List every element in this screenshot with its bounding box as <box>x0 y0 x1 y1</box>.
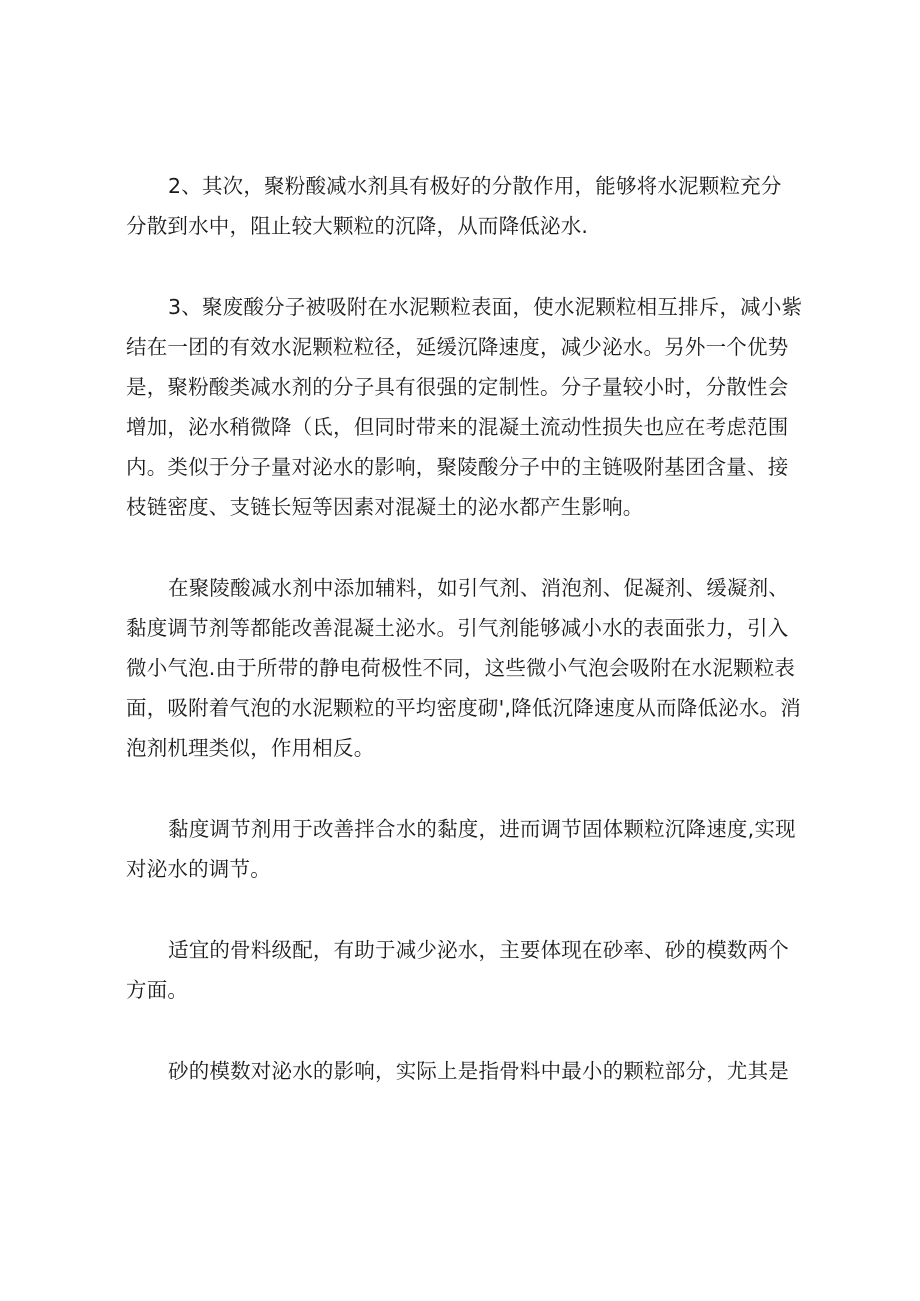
text-line: 方面。 <box>126 978 189 1002</box>
document-body <box>126 166 803 1091</box>
text-line: 泡剂机理类似，作用相反。 <box>126 736 375 760</box>
text-line: 分散到水中，阻止较大颗粒的沉降，从而降低泌水. <box>126 214 589 238</box>
text-line: 砂的模数对泌水的影响，实际上是指骨料中最小的颗粒部分，尤其是 <box>168 1059 789 1083</box>
text-line: 内。类似于分子量对泌水的影响，聚陵酸分子中的主链吸附基团含量、接 <box>126 455 789 479</box>
paragraph-additives <box>126 568 801 768</box>
text-line: 枝链密度、支链长短等因素对混凝土的泌水都产生影响。 <box>126 495 644 519</box>
text-line: 微小气泡.由于所带的静电荷极性不同，这些微小气泡会吸附在水泥颗粒表 <box>126 656 796 680</box>
text-line: 黏度调节剂用于改善拌合水的黏度，进而调节固体颗粒沉降速度,实现 <box>168 817 796 841</box>
text-line: 对泌水的调节。 <box>126 857 271 881</box>
paragraph-3 <box>126 287 803 527</box>
text-line: 3、聚废酸分子被吸附在水泥颗粒表面，使水泥颗粒相互排斥，减小紫 <box>168 295 803 319</box>
text-line: 适宜的骨料级配，有助于减少泌水，主要体现在砂率、砂的模数两个 <box>168 938 789 962</box>
paragraph-2 <box>126 166 786 246</box>
text-line: 黏度调节剂等都能改善混凝土泌水。引气剂能够减小水的表面张力，引入 <box>126 616 789 640</box>
text-line: 结在一团的有效水泥颗粒粒径，延缓沉降速度，减少泌水。另外一个优势 <box>126 335 789 359</box>
text-line: 是，聚粉酸类减水剂的分子具有很强的定制性。分子量较小时，分散性会 <box>126 375 789 399</box>
paragraph-aggregate <box>126 930 789 1010</box>
text-line: 2、其次，聚粉酸减水剂具有极好的分散作用，能够将水泥颗粒充分 <box>168 174 782 198</box>
paragraph-sand-modulus <box>126 1051 789 1091</box>
paragraph-viscosity <box>126 809 796 889</box>
text-line: 增加，泌水稍微降（氐，但同时带来的混凝土流动性损失也应在考虑范围 <box>126 415 789 439</box>
text-line: 在聚陵酸减水剂中添加辅料，如引气剂、消泡剂、促凝剂、缓凝剂、 <box>168 576 789 600</box>
text-line: 面，吸附着气泡的水泥颗粒的平均密度砌',降低沉降速度从而降低泌水。消 <box>126 696 801 720</box>
